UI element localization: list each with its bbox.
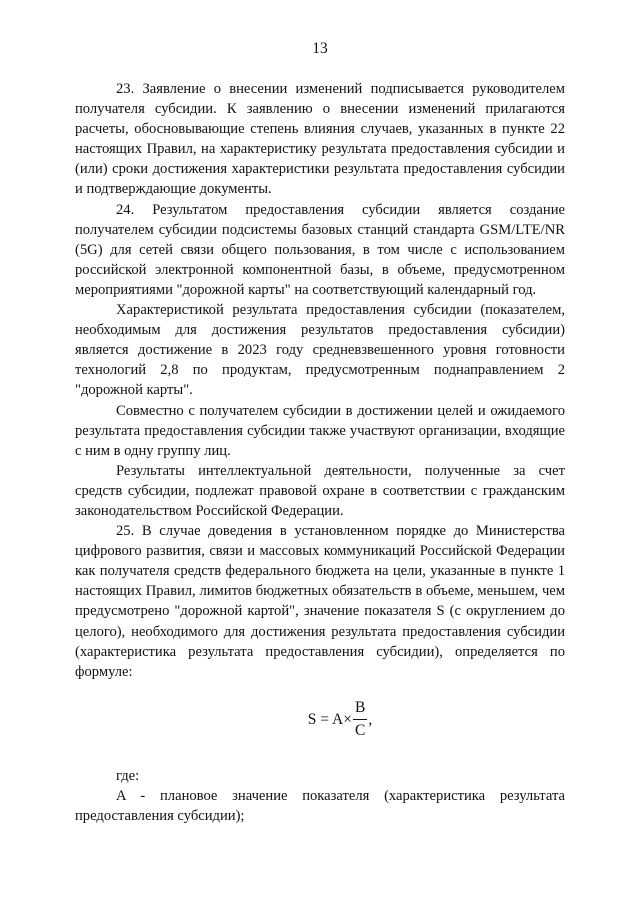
paragraph-group-bottom <box>75 766 565 826</box>
paragraph: A - плановое значение показателя (характеристика результата предоставления субсидии); <box>75 787 565 824</box>
formula-numerator: B <box>353 699 367 720</box>
paragraph: 24. Результатом предоставления субсидии является создание получателем субсидии подсистемы базовых станций стандарта GSM/LTE/NR (5G) для сетей связи общего пользования, в том числе с использованием российской электронной компонентной базы, в объеме, предусмотренном мероприятиями "дорожной карты" на соответствующий календарный год. <box>75 201 565 298</box>
paragraph: Характеристикой результата предоставления субсидии (показателем, необходимым для достижения результатов предоставления субсидии) является достижение в 2023 году средневзвешенного уровня готовности технологий 2,8 по продуктам, предусмотренным поднаправлением 2 "дорожной карты". <box>75 302 565 399</box>
page-number: 13 <box>312 40 328 57</box>
formula-lhs: S = A <box>307 710 344 728</box>
formula-operator: × <box>343 710 352 728</box>
paragraph: где: <box>116 767 140 784</box>
paragraph: Результаты интеллектуальной деятельности, полученные за счет средств субсидии, подлежат правовой охране в соответствии с гражданским законодательством Российской Федерации. <box>75 462 565 519</box>
formula-trailing: , <box>368 710 373 728</box>
paragraph: Совместно с получателем субсидии в достижении целей и ожидаемого результата предоставления субсидии также участвуют организации, входящие с ним в одну группу лиц. <box>75 402 565 459</box>
paragraph-group-top <box>75 79 565 682</box>
formula-denominator: C <box>354 722 366 740</box>
paragraph: 25. В случае доведения в установленном порядке до Министерства цифрового развития, связи и массовых коммуникаций Российской Федерации как получателя средств федерального бюджета на цели, указанные в пункте 1 настоящих Правил, лимитов бюджетных обязательств в объеме, меньшем, чем предусмотрено "дорожной картой", значение показателя S (с округлением до целого), необходимого для достижения результата предоставления субсидии (характеристика результата предоставления субсидии), определяется по формуле: <box>75 523 565 680</box>
paragraph: 23. Заявление о внесении изменений подписывается руководителем получателя субсидии. К заявлению о внесении изменений прилагаются расчеты, обосновывающие степень влияния случаев, указанных в пункте 22 настоящих Правил, на характеристику результата предоставления субсидии и (или) сроки достижения характеристики результата предоставления субсидии и подтверждающие документы. <box>75 81 565 198</box>
formula-fraction <box>353 699 367 740</box>
document-body <box>75 79 565 826</box>
formula <box>115 688 565 752</box>
